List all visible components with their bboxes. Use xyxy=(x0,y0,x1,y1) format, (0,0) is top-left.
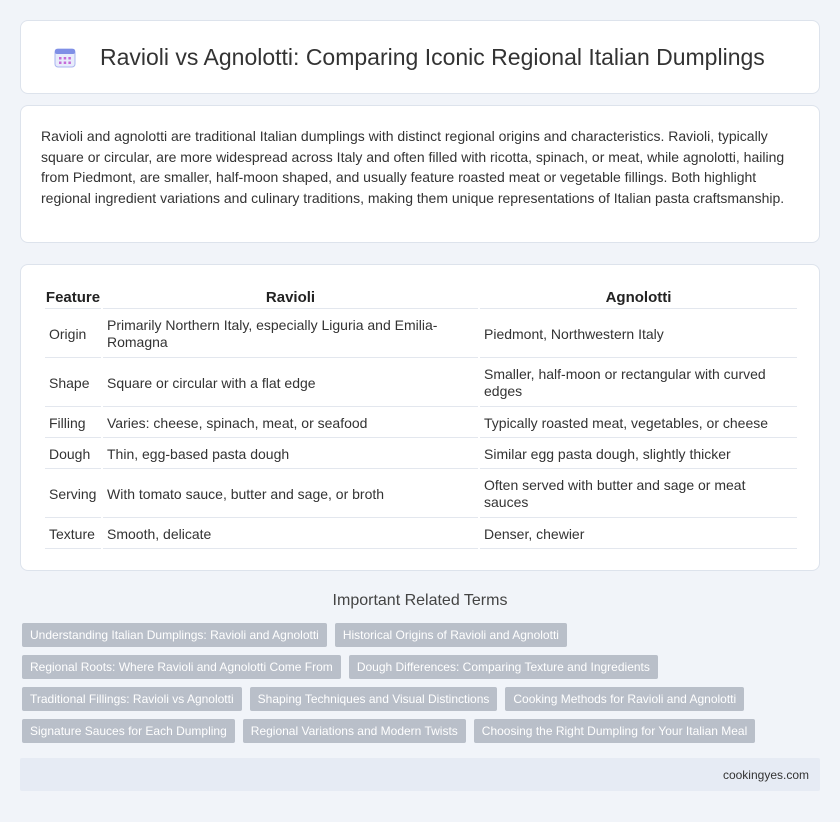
related-terms-heading: Important Related Terms xyxy=(332,592,508,609)
table-cell: Similar egg pasta dough, slightly thicker xyxy=(480,440,797,469)
table-cell: Origin xyxy=(45,311,101,358)
table-cell: Piedmont, Northwestern Italy xyxy=(480,311,797,358)
table-cell: Typically roasted meat, vegetables, or cheese xyxy=(480,409,797,438)
table-cell: Smaller, half-moon or rectangular with curved edges xyxy=(480,360,797,407)
intro-paragraph: Ravioli and agnolotti are traditional Italian dumplings with distinct regional origins and characteristics. Ravioli, typically square or circular, are more widespread across Italy and often filled with ricotta, spinach, or meat, while agnolotti, hailing from Piedmont, are smaller, half-moon shaped, and usually feature roasted meat or vegetable fillings. Both highlight regional ingredient variations and culinary traditions, making them unique representations of Italian pasta craftsmanship. xyxy=(41,128,785,206)
table-row xyxy=(45,520,797,549)
related-term-link[interactable]: Traditional Fillings: Ravioli vs Agnolotti xyxy=(22,687,242,711)
table-cell: Smooth, delicate xyxy=(103,520,478,549)
footer xyxy=(20,758,820,791)
footer-site-name: cookingyes.com xyxy=(722,767,809,782)
table-row xyxy=(45,311,797,358)
comparison-table xyxy=(43,285,799,551)
related-term-link[interactable]: Signature Sauces for Each Dumpling xyxy=(22,719,235,743)
comparison-table-card xyxy=(20,264,820,571)
table-cell: Serving xyxy=(45,471,101,518)
table-row xyxy=(45,360,797,407)
column-header-feature: Feature xyxy=(45,287,101,309)
intro-card xyxy=(20,105,820,243)
table-row xyxy=(45,471,797,518)
related-terms-list xyxy=(22,623,822,751)
table-cell: Often served with butter and sage or meat sauces xyxy=(480,471,797,518)
page-title: Ravioli vs Agnolotti: Comparing Iconic Regional Italian Dumplings xyxy=(100,43,765,70)
column-header-ravioli: Ravioli xyxy=(103,287,478,309)
table-cell: With tomato sauce, butter and sage, or broth xyxy=(103,471,478,518)
related-term-link[interactable]: Cooking Methods for Ravioli and Agnolotti xyxy=(505,687,744,711)
related-term-link[interactable]: Dough Differences: Comparing Texture and Ingredients xyxy=(349,655,658,679)
table-row xyxy=(45,409,797,438)
table-cell: Primarily Northern Italy, especially Liguria and Emilia-Romagna xyxy=(103,311,478,358)
table-cell: Shape xyxy=(45,360,101,407)
related-term-link[interactable]: Regional Roots: Where Ravioli and Agnolotti Come From xyxy=(22,655,341,679)
table-cell: Texture xyxy=(45,520,101,549)
related-term-link[interactable]: Shaping Techniques and Visual Distinctions xyxy=(250,687,498,711)
calendar-icon xyxy=(52,44,78,70)
table-cell: Varies: cheese, spinach, meat, or seafood xyxy=(103,409,478,438)
column-header-agnolotti: Agnolotti xyxy=(480,287,797,309)
table-row xyxy=(45,440,797,469)
table-cell: Square or circular with a flat edge xyxy=(103,360,478,407)
related-term-link[interactable]: Understanding Italian Dumplings: Ravioli and Agnolotti xyxy=(22,623,327,647)
table-cell: Filling xyxy=(45,409,101,438)
table-cell: Dough xyxy=(45,440,101,469)
related-term-link[interactable]: Choosing the Right Dumpling for Your Italian Meal xyxy=(474,719,756,743)
header-card xyxy=(20,20,820,94)
table-cell: Denser, chewier xyxy=(480,520,797,549)
table-header-row xyxy=(45,287,797,309)
related-term-link[interactable]: Historical Origins of Ravioli and Agnolotti xyxy=(335,623,567,647)
table-cell: Thin, egg-based pasta dough xyxy=(103,440,478,469)
related-term-link[interactable]: Regional Variations and Modern Twists xyxy=(243,719,466,743)
